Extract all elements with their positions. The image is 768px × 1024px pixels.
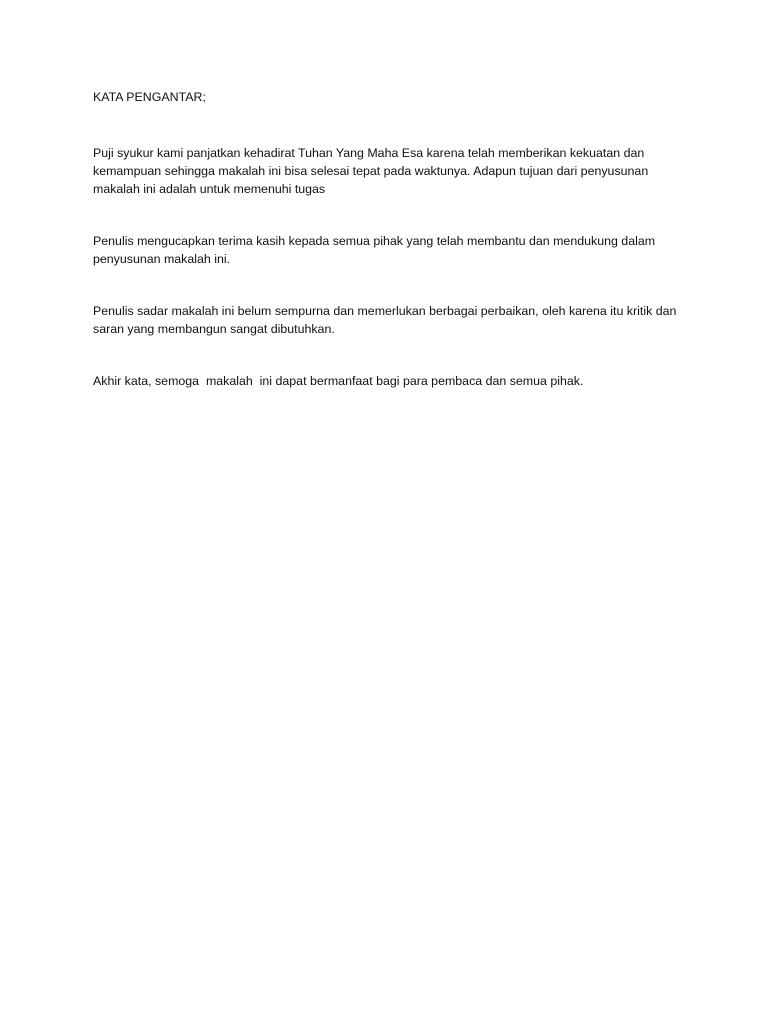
paragraph-improvement: Penulis sadar makalah ini belum sempurna dan memerlukan berbagai perbaikan, oleh karena itu kritik dan saran yang membangun sangat dibutuhkan.	[93, 304, 680, 336]
document-heading: KATA PENGANTAR;	[93, 90, 206, 104]
paragraph-thanks: Penulis mengucapkan terima kasih kepada semua pihak yang telah membantu dan mendukung dalam penyusunan makalah ini.	[93, 234, 659, 266]
paragraph-closing: Akhir kata, semoga makalah ini dapat bermanfaat bagi para pembaca dan semua pihak.	[93, 374, 584, 388]
document-body	[93, 88, 683, 424]
paragraph-gratitude: Puji syukur kami panjatkan kehadirat Tuhan Yang Maha Esa karena telah memberikan kekuatan dan kemampuan sehingga makalah ini bisa selesai tepat pada waktunya. Adapun tujuan dari penyusunan makalah ini adalah untuk memenuhi tugas	[93, 146, 652, 196]
